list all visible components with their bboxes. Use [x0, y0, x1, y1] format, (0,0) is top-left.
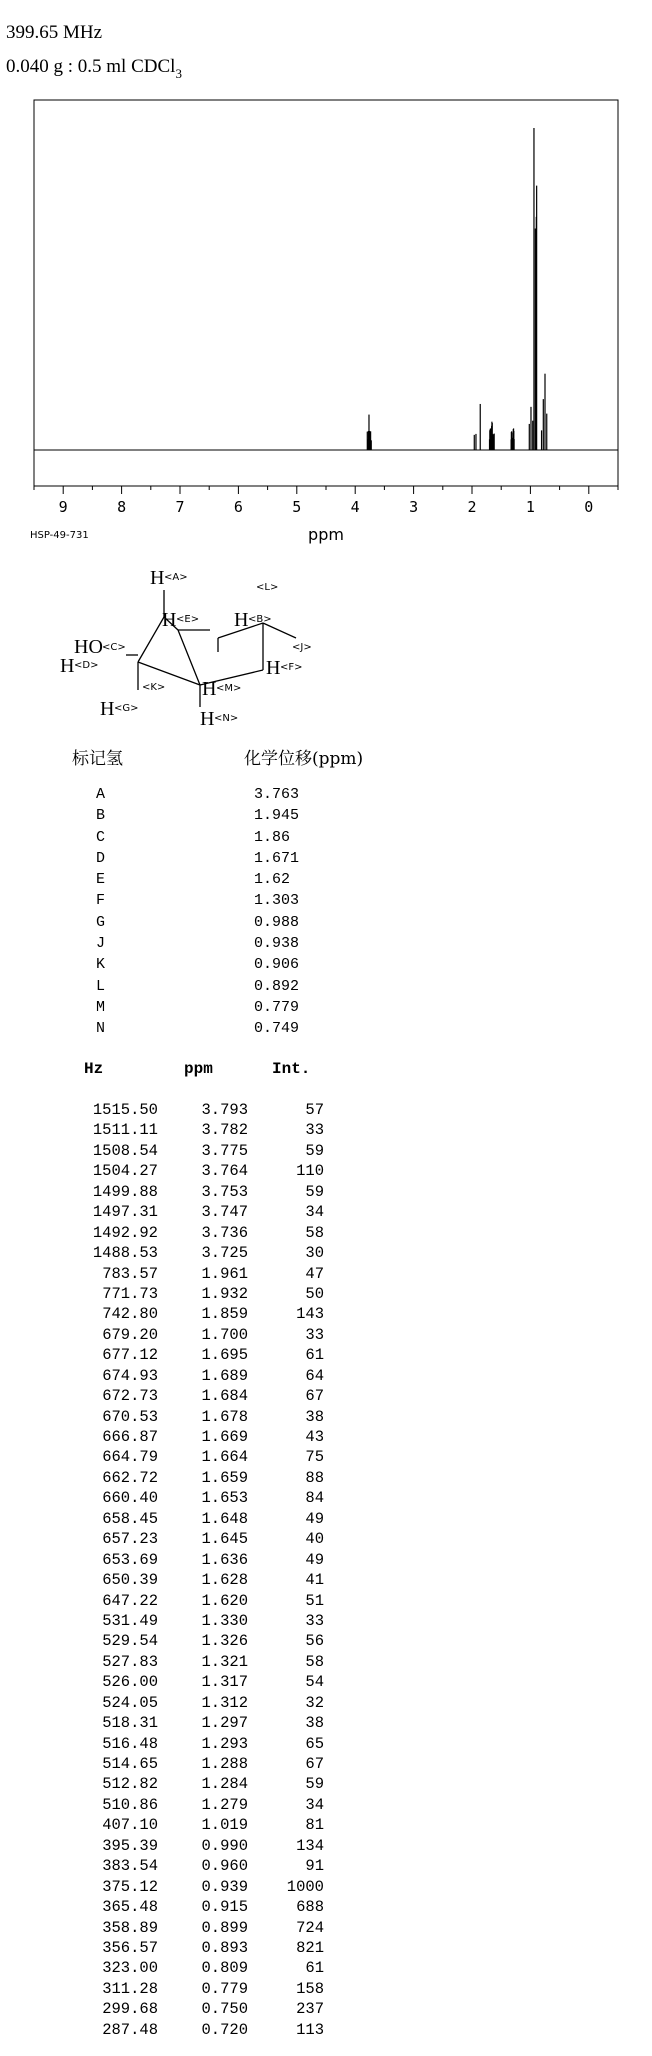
- peak-table: [0, 1100, 340, 2040]
- peak-hz: 358.89: [102, 1918, 158, 1937]
- peak-hz: 1492.92: [92, 1223, 158, 1242]
- peak-hz: 287.48: [102, 2020, 158, 2039]
- peak-ppm: 1.645: [201, 1530, 248, 1549]
- peak-hz: 407.10: [102, 1816, 158, 1835]
- assignment-label: G: [96, 913, 106, 931]
- x-tick-label: 8: [117, 498, 127, 516]
- peak-row: [0, 1427, 340, 1447]
- peak-hz: 1499.88: [92, 1182, 158, 1201]
- peak-row: [0, 1836, 340, 1856]
- peak-row: [0, 1815, 340, 1835]
- peak-ppm: 0.779: [201, 1979, 248, 1998]
- tag-l: <L>: [256, 582, 279, 593]
- peak-hz: 666.87: [102, 1428, 158, 1446]
- assignment-label: E: [96, 871, 106, 889]
- x-tick-label: 9: [58, 498, 68, 516]
- tag-f: <F>: [280, 662, 303, 673]
- peak-ppm: 1.284: [201, 1775, 248, 1794]
- peak-ppm: 0.893: [201, 1938, 248, 1957]
- peak-int: 143: [296, 1305, 324, 1324]
- peak-int: 41: [305, 1571, 324, 1590]
- peak-ppm: 0.960: [201, 1857, 248, 1876]
- peak-row: [0, 1570, 340, 1590]
- peak-int: 81: [305, 1816, 324, 1835]
- peak-row: [0, 1897, 340, 1917]
- peak-hz: 664.79: [102, 1448, 158, 1467]
- peak-ppm: 1.932: [201, 1284, 248, 1303]
- peak-ppm: 1.019: [201, 1816, 248, 1835]
- peak-hz: 512.82: [102, 1775, 158, 1794]
- assignment-label: F: [96, 892, 106, 910]
- tag-n: <N>: [214, 713, 239, 724]
- tag-k: <K>: [142, 682, 166, 693]
- peak-ppm: 1.321: [201, 1652, 248, 1671]
- peak-int: 67: [305, 1387, 324, 1406]
- assignment-shift: 1.303: [254, 892, 300, 910]
- peak-int: 58: [305, 1652, 324, 1671]
- peak-ppm: 1.330: [201, 1611, 248, 1630]
- peak-hz: 1497.31: [92, 1203, 158, 1222]
- peak-hz: 299.68: [102, 2000, 158, 2019]
- peak-int: 88: [305, 1468, 324, 1487]
- assignment-row: [96, 1018, 299, 1039]
- peak-int: 61: [305, 1959, 324, 1978]
- assignment-row: [96, 784, 299, 805]
- peak-int: 134: [296, 1836, 324, 1855]
- peak-ppm: 1.293: [201, 1734, 248, 1753]
- assignment-shift: 3.763: [254, 786, 300, 803]
- peak-row: [0, 1243, 340, 1263]
- header-hz: Hz: [84, 1060, 104, 1078]
- peak-int: 57: [305, 1101, 324, 1119]
- peak-hz: 1508.54: [92, 1141, 158, 1160]
- peak-row: [0, 1652, 340, 1672]
- peak-hz: 514.65: [102, 1755, 158, 1773]
- peak-ppm: 1.326: [201, 1632, 248, 1651]
- peak-ppm: 0.750: [201, 2000, 248, 2019]
- assignment-header-shift: 化学位移(ppm): [244, 749, 364, 769]
- peak-row: [0, 1223, 340, 1243]
- atom-h-f: H: [266, 657, 281, 679]
- peak-hz: 323.00: [102, 1959, 158, 1978]
- assignment-row: [96, 890, 299, 911]
- peak-hz: 783.57: [102, 1264, 158, 1283]
- peak-int: 61: [305, 1346, 324, 1365]
- peak-int: 33: [305, 1611, 324, 1630]
- peak-hz: 657.23: [102, 1530, 158, 1549]
- peak-int: 30: [305, 1244, 324, 1263]
- assignment-shift: 0.988: [254, 913, 300, 931]
- peak-row: [0, 1386, 340, 1406]
- peak-ppm: 1.620: [201, 1591, 248, 1610]
- peak-hz: 383.54: [102, 1857, 158, 1876]
- peak-ppm: 0.915: [201, 1898, 248, 1917]
- x-tick-label: 1: [525, 498, 535, 516]
- peak-ppm: 1.678: [201, 1407, 248, 1426]
- tag-b: <B>: [248, 614, 272, 625]
- peak-int: 49: [305, 1550, 324, 1569]
- peak-ppm: 0.809: [201, 1959, 248, 1978]
- peak-int: 1000: [286, 1877, 324, 1896]
- assignment-row: [96, 869, 299, 890]
- peak-hz: 653.69: [102, 1550, 158, 1569]
- peak-int: 158: [296, 1979, 324, 1998]
- peak-hz: 518.31: [102, 1714, 158, 1733]
- peak-row: [0, 1488, 340, 1508]
- assignment-shift: 1.671: [254, 849, 300, 867]
- peak-ppm: 1.684: [201, 1387, 248, 1406]
- spectrum-code: HSP-49-731: [30, 530, 89, 541]
- assignment-row: [96, 912, 299, 933]
- assignment-label: K: [96, 956, 106, 974]
- peak-ppm: 0.939: [201, 1877, 248, 1896]
- peak-row: [0, 1141, 340, 1161]
- x-axis: [34, 486, 618, 516]
- peak-row: [0, 1100, 340, 1120]
- assignment-label: J: [96, 935, 106, 953]
- peak-ppm: 3.753: [201, 1182, 248, 1201]
- peak-ppm: 3.775: [201, 1141, 248, 1160]
- assignment-row: [96, 805, 299, 826]
- peak-ppm: 0.990: [201, 1836, 248, 1855]
- assignment-row: [96, 954, 299, 975]
- tag-d: <D>: [74, 660, 99, 671]
- assignment-label: D: [96, 849, 106, 867]
- peak-row: [0, 1693, 340, 1713]
- peak-hz: 679.20: [102, 1325, 158, 1344]
- atom-h-d: H: [60, 655, 75, 677]
- assignment-row: [96, 976, 299, 997]
- peak-row: [0, 1958, 340, 1978]
- peak-hz: 527.83: [102, 1652, 158, 1671]
- header-ppm: ppm: [184, 1060, 213, 1078]
- peak-int: 67: [305, 1755, 324, 1773]
- peak-ppm: 1.664: [201, 1448, 248, 1467]
- x-axis-label: ppm: [308, 525, 344, 544]
- assignment-shift: 0.779: [254, 998, 300, 1016]
- assignment-shift: 0.892: [254, 977, 300, 995]
- peak-int: 65: [305, 1734, 324, 1753]
- atom-h-m: H: [202, 678, 217, 700]
- spectrometer-frequency: 399.65 MHz: [6, 22, 103, 43]
- peak-ppm: 3.747: [201, 1203, 248, 1222]
- x-tick-label: 0: [584, 498, 594, 516]
- peak-row: [0, 1345, 340, 1365]
- peak-int: 40: [305, 1530, 324, 1549]
- peak-ppm: 3.725: [201, 1244, 248, 1263]
- assignment-shift: 0.906: [254, 956, 300, 974]
- peak-row: [0, 2020, 340, 2040]
- peak-int: 821: [296, 1938, 324, 1957]
- peak-hz: 395.39: [102, 1836, 158, 1855]
- peak-ppm: 1.961: [201, 1264, 248, 1283]
- peak-table-header: [0, 1060, 340, 1084]
- atom-h-b: H: [234, 609, 249, 631]
- peak-row: [0, 1161, 340, 1181]
- peak-hz: 670.53: [102, 1407, 158, 1426]
- peak-hz: 524.05: [102, 1693, 158, 1712]
- assignment-row: [96, 997, 299, 1018]
- peak-hz: 1511.11: [92, 1121, 158, 1140]
- peak-ppm: 1.648: [201, 1509, 248, 1528]
- peak-hz: 356.57: [102, 1938, 158, 1957]
- peak-hz: 771.73: [102, 1284, 158, 1303]
- assignment-table: [96, 784, 299, 1040]
- peak-row: [0, 1304, 340, 1324]
- peak-ppm: 3.764: [201, 1162, 248, 1181]
- peak-row: [0, 1754, 340, 1774]
- peak-row: [0, 1877, 340, 1897]
- peak-hz: 1488.53: [92, 1244, 158, 1263]
- peak-ppm: 1.669: [201, 1428, 248, 1446]
- peak-ppm: 3.782: [201, 1121, 248, 1140]
- assignment-header-label: 标记氢: [72, 749, 123, 769]
- peak-int: 34: [305, 1795, 324, 1814]
- peak-int: 58: [305, 1223, 324, 1242]
- peak-row: [0, 1856, 340, 1876]
- peak-row: [0, 1672, 340, 1692]
- peak-hz: 674.93: [102, 1366, 158, 1385]
- assignment-shift: 0.938: [254, 935, 300, 953]
- peak-row: [0, 1407, 340, 1427]
- peak-ppm: 1.695: [201, 1346, 248, 1365]
- peak-row: [0, 1264, 340, 1284]
- assignment-shift: 0.749: [254, 1020, 300, 1038]
- peak-int: 84: [305, 1489, 324, 1508]
- peak-ppm: 1.628: [201, 1571, 248, 1590]
- peak-int: 59: [305, 1182, 324, 1201]
- peak-hz: 660.40: [102, 1489, 158, 1508]
- peak-int: 75: [305, 1448, 324, 1467]
- peak-row: [0, 1774, 340, 1794]
- assignment-label: M: [96, 998, 106, 1016]
- peak-row: [0, 1999, 340, 2019]
- sample-subscript: 3: [175, 66, 182, 81]
- peak-hz: 742.80: [102, 1305, 158, 1324]
- peak-int: 34: [305, 1203, 324, 1222]
- atom-h-g: H: [100, 698, 115, 720]
- peak-ppm: 1.700: [201, 1325, 248, 1344]
- atom-h-a: H: [150, 567, 165, 589]
- peak-int: 237: [296, 2000, 324, 2019]
- peak-int: 59: [305, 1141, 324, 1160]
- peak-row: [0, 1509, 340, 1529]
- peak-hz: 647.22: [102, 1591, 158, 1610]
- peak-ppm: 3.793: [201, 1101, 248, 1119]
- peak-hz: 529.54: [102, 1632, 158, 1651]
- assignment-label: B: [96, 807, 106, 825]
- peak-row: [0, 1550, 340, 1570]
- tag-a: <A>: [164, 572, 188, 583]
- peak-row: [0, 1120, 340, 1140]
- peak-int: 110: [296, 1162, 324, 1181]
- peak-row: [0, 1591, 340, 1611]
- peak-int: 59: [305, 1775, 324, 1794]
- sample-text: 0.040 g : 0.5 ml CDCl: [6, 56, 176, 77]
- peak-int: 33: [305, 1121, 324, 1140]
- peak-hz: 531.49: [102, 1611, 158, 1630]
- atom-h-n: H: [200, 708, 215, 730]
- peak-lines: [367, 128, 546, 450]
- peak-ppm: 1.317: [201, 1673, 248, 1692]
- peak-row: [0, 1325, 340, 1345]
- peak-hz: 662.72: [102, 1468, 158, 1487]
- assignment-label: A: [96, 786, 106, 803]
- x-tick-label: 4: [350, 498, 360, 516]
- assignment-shift: 1.86: [254, 828, 291, 846]
- tag-m: <M>: [216, 683, 242, 694]
- x-tick-label: 7: [175, 498, 185, 516]
- assignment-label: L: [96, 977, 106, 995]
- peak-hz: 1504.27: [92, 1162, 158, 1181]
- assignment-label: N: [96, 1020, 106, 1038]
- peak-hz: 311.28: [102, 1979, 158, 1998]
- peak-ppm: 1.636: [201, 1550, 248, 1569]
- peak-int: 56: [305, 1632, 324, 1651]
- x-tick-label: 5: [292, 498, 302, 516]
- peak-hz: 650.39: [102, 1571, 158, 1590]
- peak-int: 91: [305, 1857, 324, 1876]
- peak-row: [0, 1795, 340, 1815]
- peak-ppm: 1.689: [201, 1366, 248, 1385]
- peak-row: [0, 1447, 340, 1467]
- peak-int: 113: [296, 2020, 324, 2039]
- x-tick-label: 3: [409, 498, 419, 516]
- assignment-row: [96, 848, 299, 869]
- peak-ppm: 1.653: [201, 1489, 248, 1508]
- peak-hz: 658.45: [102, 1509, 158, 1528]
- assignment-row: [96, 933, 299, 954]
- peak-hz: 516.48: [102, 1734, 158, 1753]
- peak-int: 43: [305, 1428, 324, 1446]
- peak-int: 50: [305, 1284, 324, 1303]
- peak-int: 49: [305, 1509, 324, 1528]
- peak-ppm: 0.720: [201, 2020, 248, 2039]
- peak-row: [0, 1734, 340, 1754]
- peak-hz: 672.73: [102, 1387, 158, 1406]
- peak-ppm: 1.312: [201, 1693, 248, 1712]
- peak-row: [0, 1713, 340, 1733]
- peak-int: 38: [305, 1407, 324, 1426]
- peak-ppm: 1.859: [201, 1305, 248, 1324]
- peak-row: [0, 1468, 340, 1488]
- peak-int: 47: [305, 1264, 324, 1283]
- tag-e: <E>: [176, 614, 200, 625]
- peak-int: 33: [305, 1325, 324, 1344]
- peak-ppm: 1.279: [201, 1795, 248, 1814]
- peak-int: 724: [296, 1918, 324, 1937]
- hydroxyl-group: HO: [74, 636, 103, 658]
- peak-ppm: 1.659: [201, 1468, 248, 1487]
- peak-ppm: 0.899: [201, 1918, 248, 1937]
- peak-row: [0, 1918, 340, 1938]
- peak-row: [0, 1979, 340, 1999]
- peak-ppm: 3.736: [201, 1223, 248, 1242]
- header-int: Int.: [272, 1060, 311, 1078]
- atom-h-e: H: [162, 609, 177, 631]
- peak-int: 64: [305, 1366, 324, 1385]
- peak-row: [0, 1611, 340, 1631]
- peak-int: 688: [296, 1898, 324, 1917]
- tag-g: <G>: [114, 703, 139, 714]
- peak-ppm: 1.288: [201, 1755, 248, 1773]
- peak-hz: 526.00: [102, 1673, 158, 1692]
- tag-j: <J>: [292, 642, 312, 653]
- peak-hz: 365.48: [102, 1898, 158, 1917]
- peak-hz: 510.86: [102, 1795, 158, 1814]
- assignment-label: C: [96, 828, 106, 846]
- tag-c: <C>: [102, 642, 126, 653]
- peak-hz: 677.12: [102, 1346, 158, 1365]
- peak-row: [0, 1202, 340, 1222]
- peak-row: [0, 1284, 340, 1304]
- peak-hz: 1515.50: [92, 1101, 158, 1119]
- peak-hz: 375.12: [102, 1877, 158, 1896]
- peak-int: 32: [305, 1693, 324, 1712]
- peak-int: 51: [305, 1591, 324, 1610]
- peak-int: 38: [305, 1714, 324, 1733]
- molecule-structure: [60, 560, 360, 735]
- assignment-shift: 1.945: [254, 807, 300, 825]
- x-tick-label: 2: [467, 498, 477, 516]
- nmr-spectrum-chart: [0, 0, 652, 560]
- peak-ppm: 1.297: [201, 1714, 248, 1733]
- peak-int: 54: [305, 1673, 324, 1692]
- peak-row: [0, 1529, 340, 1549]
- peak-row: [0, 1366, 340, 1386]
- peak-row: [0, 1182, 340, 1202]
- x-tick-label: 6: [233, 498, 243, 516]
- assignment-shift: 1.62: [254, 871, 291, 889]
- peak-row: [0, 1631, 340, 1651]
- assignment-row: [96, 827, 299, 848]
- peak-row: [0, 1938, 340, 1958]
